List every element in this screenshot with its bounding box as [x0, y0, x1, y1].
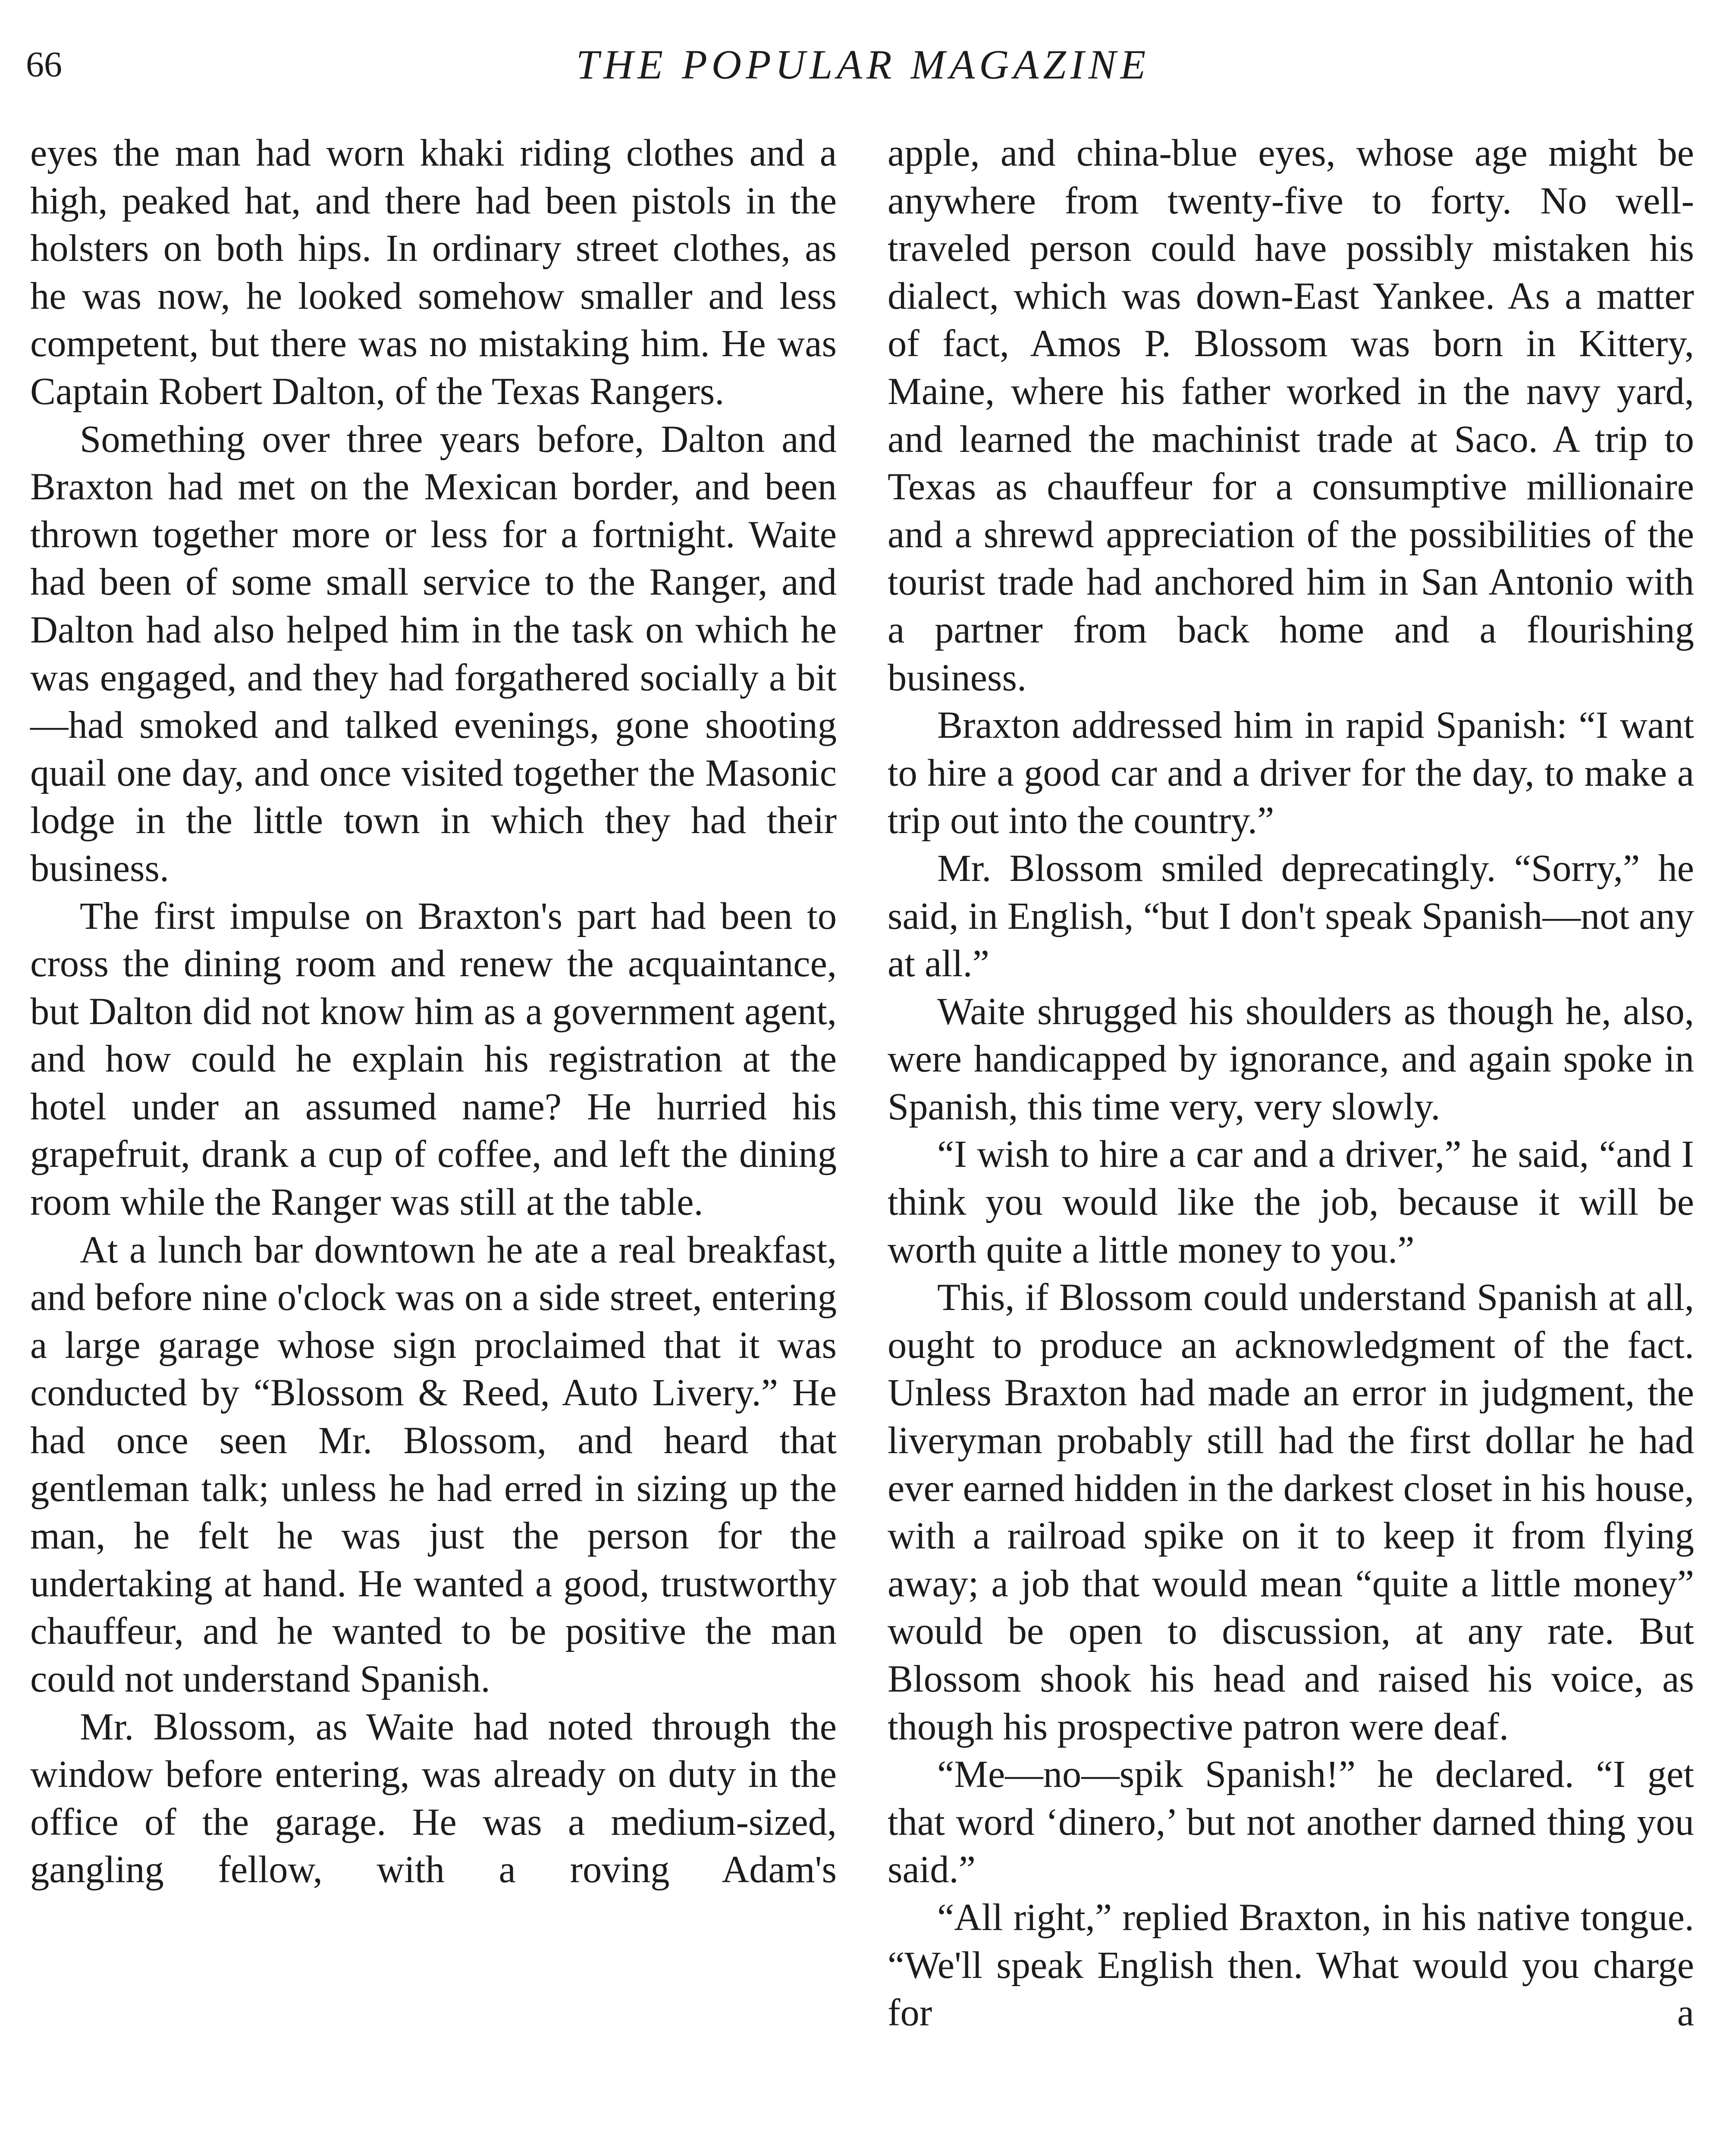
paragraph: “Me—no—spik Spanish!” he declared. “I get that word ‘dinero,’ but not another darned thing you said.”: [888, 1753, 1694, 1891]
page-number: 66: [26, 44, 62, 85]
paragraph: Braxton addressed him in rapid Spanish: “I want to hire a good car and a driver for the day, to make a trip out into the country.”: [888, 704, 1694, 842]
page-header: [26, 41, 1700, 101]
paragraph: Mr. Blossom, as Waite had noted through the window before entering, was already on duty in the office of the garage. He was a medium-sized, gangling fellow, with a roving Adam's: [30, 1705, 837, 1891]
paragraph: “All right,” replied Braxton, in his native tongue. “We'll speak English then. What would you charge for a: [888, 1896, 1694, 2034]
paragraph: “I wish to hire a car and a driver,” he said, “and I think you would like the job, because it will be worth quite a little money to you.”: [888, 1133, 1694, 1271]
left-column: [30, 129, 837, 1894]
running-title: THE POPULAR MAGAZINE: [576, 41, 1150, 88]
paragraph: apple, and china-blue eyes, whose age might be anywhere from twenty-five to forty. No well-traveled person could have possibly mistaken his dialect, which was down-East Yankee. As a matter of fact, Amos P. Blossom was born in Kittery, Maine, where his father worked in the navy yard, and learned the machinist trade at Saco. A trip to Texas as chauffeur for a consumptive millionaire and a shrewd appreciation of the possibilities of the tourist trade had anchored him in San Antonio with a partner from back home and a flourishing business.: [888, 132, 1694, 699]
paragraph: eyes the man had worn khaki riding clothes and a high, peaked hat, and there had been pistols in the holsters on both hips. In ordinary street clothes, as he was now, he looked somehow smaller and less competent, but there was no mistaking him. He was Captain Robert Dalton, of the Texas Rangers.: [30, 132, 837, 413]
paragraph: The first impulse on Braxton's part had been to cross the dining room and renew the acquaintance, but Dalton did not know him as a government agent, and how could he explain his registration at the hotel under an assumed name? He hurried his grapefruit, drank a cup of coffee, and left the dining room while the Ranger was still at the table.: [30, 895, 837, 1224]
paragraph: This, if Blossom could understand Spanish at all, ought to produce an acknowledgment of the fact. Unless Braxton had made an error in judgment, the liveryman probably still had the first dollar he had ever earned hidden in the darkest closet in his house, with a railroad spike on it to keep it from flying away; a job that would mean “quite a little money” would be open to discussion, at any rate. But Blossom shook his head and raised his voice, as though his prospective patron were deaf.: [888, 1276, 1694, 1748]
paragraph: Something over three years before, Dalton and Braxton had met on the Mexican border, and been thrown together more or less for a fortnight. Waite had been of some small service to the Ranger, and Dalton had also helped him in the task on which he was engaged, and they had forgathered socially a bit—had smoked and talked evenings, gone shooting quail one day, and once visited together the Masonic lodge in the little town in which they had their business.: [30, 418, 837, 890]
paragraph: At a lunch bar downtown he ate a real breakfast, and before nine o'clock was on a side street, entering a large garage whose sign proclaimed that it was conducted by “Blossom & Reed, Auto Livery.” He had once seen Mr. Blossom, and heard that gentleman talk; unless he had erred in sizing up the man, he felt he was just the person for the undertaking at hand. He wanted a good, trustworthy chauffeur, and he wanted to be positive the man could not understand Spanish.: [30, 1228, 837, 1700]
paragraph: Mr. Blossom smiled deprecatingly. “Sorry,” he said, in English, “but I don't speak Spanish—not any at all.”: [888, 847, 1694, 985]
paragraph: Waite shrugged his shoulders as though he, also, were handicapped by ignorance, and again spoke in Spanish, this time very, very slowly.: [888, 990, 1694, 1128]
right-column: [888, 129, 1694, 2037]
